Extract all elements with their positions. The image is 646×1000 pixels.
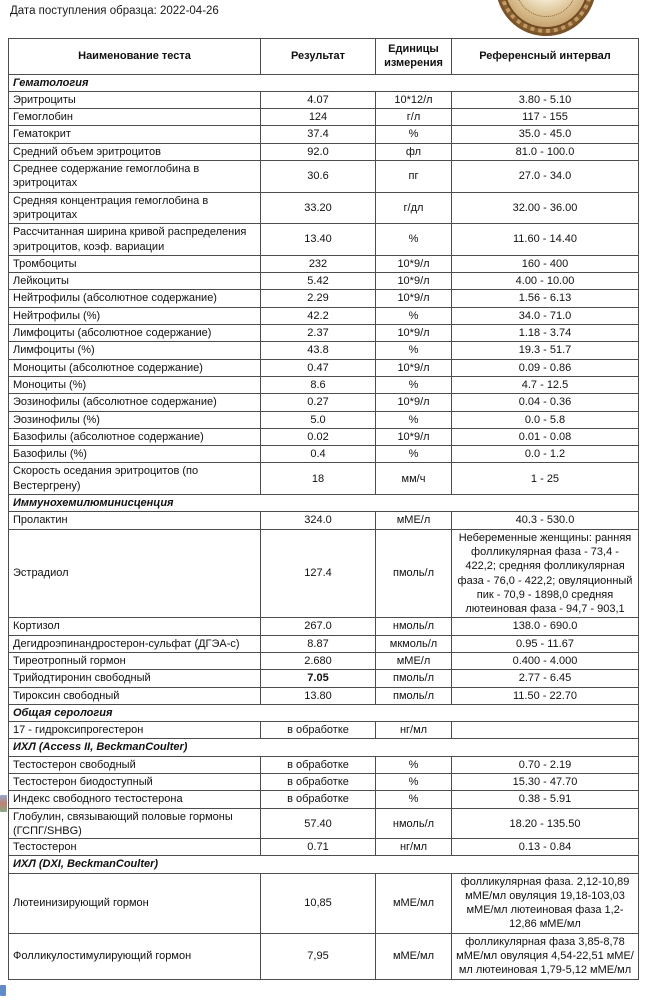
test-row bbox=[9, 635, 639, 652]
test-row bbox=[9, 307, 639, 324]
cell-result: 7,95 bbox=[261, 933, 376, 979]
cell-units: % bbox=[376, 224, 452, 256]
test-row bbox=[9, 808, 639, 840]
cell-result: 13.80 bbox=[261, 687, 376, 704]
cell-test-name: Нейтрофилы (абсолютное содержание) bbox=[9, 290, 261, 307]
cell-test-name: Тироксин свободный bbox=[9, 687, 261, 704]
test-row bbox=[9, 839, 639, 856]
cell-units: г/дл bbox=[376, 192, 452, 224]
section-label: ИХЛ (DXI, BeckmanCoulter) bbox=[9, 856, 639, 873]
cell-units: % bbox=[376, 376, 452, 393]
cell-units: % bbox=[376, 342, 452, 359]
cell-units: пмоль/л bbox=[376, 670, 452, 687]
test-row bbox=[9, 91, 639, 108]
cell-test-name: Моноциты (%) bbox=[9, 376, 261, 393]
cell-units: 10*12/л bbox=[376, 91, 452, 108]
cell-reference: 0.04 - 0.36 bbox=[452, 394, 639, 411]
cell-result: 124 bbox=[261, 109, 376, 126]
section-label: Гематология bbox=[9, 74, 639, 91]
cell-units: % bbox=[376, 774, 452, 791]
cell-reference: Небеременные женщины: ранняя фолликулярная фаза - 73,4 - 422,2; средняя фолликулярная фаза - 76,0 - 422,2; овуляционный пик - 70,9 - 1898,0 средняя лютеиновая фаза - 94,7 - 903,1 bbox=[452, 529, 639, 618]
cell-result: 2.29 bbox=[261, 290, 376, 307]
cell-units: % bbox=[376, 411, 452, 428]
cell-reference: 19.3 - 51.7 bbox=[452, 342, 639, 359]
cell-result: 2.680 bbox=[261, 652, 376, 669]
section-label: Иммунохемилюминисценция bbox=[9, 495, 639, 512]
cell-result: 13.40 bbox=[261, 224, 376, 256]
cell-test-name: Пролактин bbox=[9, 512, 261, 529]
cell-reference: 2.77 - 6.45 bbox=[452, 670, 639, 687]
section-row bbox=[9, 704, 639, 721]
cell-units: 10*9/л bbox=[376, 290, 452, 307]
cell-reference: 0.13 - 0.84 bbox=[452, 839, 639, 856]
cell-result: 0.27 bbox=[261, 394, 376, 411]
cell-reference: 27.0 - 34.0 bbox=[452, 161, 639, 193]
cell-result: 57.40 bbox=[261, 808, 376, 840]
cell-units: пмоль/л bbox=[376, 687, 452, 704]
cell-test-name: Базофилы (%) bbox=[9, 446, 261, 463]
cell-reference: 0.09 - 0.86 bbox=[452, 359, 639, 376]
cell-result: 7.05 bbox=[261, 670, 376, 687]
cell-test-name: Дегидроэпинандростерон-сульфат (ДГЭА-с) bbox=[9, 635, 261, 652]
cell-units: фл bbox=[376, 143, 452, 160]
test-row bbox=[9, 109, 639, 126]
cell-test-name: Гемоглобин bbox=[9, 109, 261, 126]
cell-reference: 4.7 - 12.5 bbox=[452, 376, 639, 393]
cell-reference: 0.70 - 2.19 bbox=[452, 756, 639, 773]
cell-result: в обработке bbox=[261, 774, 376, 791]
cell-test-name: Тестостерон свободный bbox=[9, 756, 261, 773]
sample-receipt-date: Дата поступления образца: 2022-04-26 bbox=[10, 5, 219, 17]
cell-result: 43.8 bbox=[261, 342, 376, 359]
cell-test-name: Нейтрофилы (%) bbox=[9, 307, 261, 324]
cell-result: 5.42 bbox=[261, 273, 376, 290]
section-label: ИХЛ (Access II, BeckmanCoulter) bbox=[9, 739, 639, 756]
test-row bbox=[9, 290, 639, 307]
test-row bbox=[9, 359, 639, 376]
cell-units: пмоль/л bbox=[376, 529, 452, 618]
section-row bbox=[9, 495, 639, 512]
cell-result: 0.02 bbox=[261, 428, 376, 445]
cell-result: 0.47 bbox=[261, 359, 376, 376]
cell-result: в обработке bbox=[261, 722, 376, 739]
test-row bbox=[9, 143, 639, 160]
cell-result: 10,85 bbox=[261, 873, 376, 933]
cell-reference: 0.38 - 5.91 bbox=[452, 791, 639, 808]
cell-reference: 11.60 - 14.40 bbox=[452, 224, 639, 256]
test-row bbox=[9, 446, 639, 463]
section-label: Общая серология bbox=[9, 704, 639, 721]
cell-test-name: Моноциты (абсолютное содержание) bbox=[9, 359, 261, 376]
cell-units: 10*9/л bbox=[376, 359, 452, 376]
test-row bbox=[9, 873, 639, 933]
cell-test-name: Скорость оседания эритроцитов (по Вестергрену) bbox=[9, 463, 261, 495]
test-row bbox=[9, 463, 639, 495]
cell-units: мМЕ/мл bbox=[376, 933, 452, 979]
cell-units: нг/мл bbox=[376, 839, 452, 856]
cell-test-name: Средняя концентрация гемоглобина в эритроцитах bbox=[9, 192, 261, 224]
cell-result: 42.2 bbox=[261, 307, 376, 324]
cell-units: мМЕ/л bbox=[376, 652, 452, 669]
test-row bbox=[9, 411, 639, 428]
cell-result: 4.07 bbox=[261, 91, 376, 108]
cell-reference: 138.0 - 690.0 bbox=[452, 618, 639, 635]
cell-units: мм/ч bbox=[376, 463, 452, 495]
cell-units: % bbox=[376, 791, 452, 808]
cell-test-name: Трийодтиронин свободный bbox=[9, 670, 261, 687]
section-row bbox=[9, 74, 639, 91]
test-row bbox=[9, 933, 639, 979]
cell-units: г/л bbox=[376, 109, 452, 126]
cell-test-name: Лимфоциты (%) bbox=[9, 342, 261, 359]
test-row bbox=[9, 342, 639, 359]
cell-reference: 18.20 - 135.50 bbox=[452, 808, 639, 840]
test-row bbox=[9, 756, 639, 773]
cell-units: пг bbox=[376, 161, 452, 193]
test-row bbox=[9, 791, 639, 808]
cell-units: % bbox=[376, 307, 452, 324]
cell-reference: 35.0 - 45.0 bbox=[452, 126, 639, 143]
lab-results-table-2 bbox=[8, 838, 639, 980]
test-row bbox=[9, 512, 639, 529]
section-row bbox=[9, 856, 639, 873]
cell-result: 37.4 bbox=[261, 126, 376, 143]
test-row bbox=[9, 722, 639, 739]
cell-test-name: Глобулин, связывающий половые гормоны (ГСПГ/SHBG) bbox=[9, 808, 261, 840]
cell-result: 8.87 bbox=[261, 635, 376, 652]
cell-reference bbox=[452, 722, 639, 739]
cell-reference: 117 - 155 bbox=[452, 109, 639, 126]
page-edge-artifact bbox=[0, 985, 6, 996]
test-row bbox=[9, 774, 639, 791]
cell-reference: 160 - 400 bbox=[452, 255, 639, 272]
test-row bbox=[9, 670, 639, 687]
lab-results-table-1 bbox=[8, 38, 639, 840]
cell-units: 10*9/л bbox=[376, 255, 452, 272]
cell-result: 2.37 bbox=[261, 325, 376, 342]
cell-result: 30.6 bbox=[261, 161, 376, 193]
cell-result: 0.4 bbox=[261, 446, 376, 463]
cell-result: 18 bbox=[261, 463, 376, 495]
cell-units: % bbox=[376, 126, 452, 143]
header-result: Результат bbox=[261, 39, 376, 75]
header-reference: Референсный интервал bbox=[452, 39, 639, 75]
cell-test-name: Эозинофилы (%) bbox=[9, 411, 261, 428]
test-row bbox=[9, 394, 639, 411]
cell-test-name: Тиреотропный гормон bbox=[9, 652, 261, 669]
cell-test-name: Лютеинизирующий гормон bbox=[9, 873, 261, 933]
cell-units: % bbox=[376, 446, 452, 463]
cell-test-name: 17 - гидроксипрогестерон bbox=[9, 722, 261, 739]
cell-test-name: Кортизол bbox=[9, 618, 261, 635]
cell-test-name: Гематокрит bbox=[9, 126, 261, 143]
cell-units: мМЕ/мл bbox=[376, 873, 452, 933]
cell-result: в обработке bbox=[261, 791, 376, 808]
cell-test-name: Эозинофилы (абсолютное содержание) bbox=[9, 394, 261, 411]
cell-test-name: Лейкоциты bbox=[9, 273, 261, 290]
cell-reference: 40.3 - 530.0 bbox=[452, 512, 639, 529]
header-units: Единицы измерения bbox=[376, 39, 452, 75]
test-row bbox=[9, 224, 639, 256]
test-row bbox=[9, 273, 639, 290]
cell-reference: 15.30 - 47.70 bbox=[452, 774, 639, 791]
test-row bbox=[9, 687, 639, 704]
cell-reference: 1.56 - 6.13 bbox=[452, 290, 639, 307]
cell-result: 267.0 bbox=[261, 618, 376, 635]
cell-units: 10*9/л bbox=[376, 273, 452, 290]
cell-result: 232 bbox=[261, 255, 376, 272]
cell-units: 10*9/л bbox=[376, 394, 452, 411]
test-row bbox=[9, 428, 639, 445]
cell-result: 8.6 bbox=[261, 376, 376, 393]
cell-reference: 0.400 - 4.000 bbox=[452, 652, 639, 669]
cell-test-name: Базофилы (абсолютное содержание) bbox=[9, 428, 261, 445]
test-row bbox=[9, 529, 639, 618]
cell-test-name: Тромбоциты bbox=[9, 255, 261, 272]
cell-reference: фолликулярная фаза 3,85-8,78 мМЕ/мл овуляция 4,54-22,51 мМЕ/мл лютеиновая 1,79-5,12 мМЕ/мл bbox=[452, 933, 639, 979]
table-header-row bbox=[9, 39, 639, 75]
cell-units: мМЕ/л bbox=[376, 512, 452, 529]
cell-reference: 11.50 - 22.70 bbox=[452, 687, 639, 704]
test-row bbox=[9, 618, 639, 635]
header-test-name: Наименование теста bbox=[9, 39, 261, 75]
cell-units: 10*9/л bbox=[376, 325, 452, 342]
cell-test-name: Рассчитанная ширина кривой распределения эритроцитов, коэф. вариации bbox=[9, 224, 261, 256]
test-row bbox=[9, 161, 639, 193]
cell-reference: 0.01 - 0.08 bbox=[452, 428, 639, 445]
cell-test-name: Фолликулостимулирующий гормон bbox=[9, 933, 261, 979]
cell-units: нг/мл bbox=[376, 722, 452, 739]
cell-result: 324.0 bbox=[261, 512, 376, 529]
cell-test-name: Индекс свободного тестостерона bbox=[9, 791, 261, 808]
cell-test-name: Тестостерон биодоступный bbox=[9, 774, 261, 791]
page-edge-artifact bbox=[0, 795, 7, 812]
cell-reference: 4.00 - 10.00 bbox=[452, 273, 639, 290]
cell-reference: 1 - 25 bbox=[452, 463, 639, 495]
test-row bbox=[9, 255, 639, 272]
cell-reference: 3.80 - 5.10 bbox=[452, 91, 639, 108]
cell-units: нмоль/л bbox=[376, 618, 452, 635]
test-row bbox=[9, 376, 639, 393]
cell-test-name: Тестостерон bbox=[9, 839, 261, 856]
cell-reference: 0.0 - 1.2 bbox=[452, 446, 639, 463]
certification-seal-icon bbox=[496, 0, 596, 36]
cell-test-name: Средний объем эритроцитов bbox=[9, 143, 261, 160]
cell-reference: фолликулярная фаза. 2,12-10,89 мМЕ/мл овуляция 19,18-103,03 мМЕ/мл лютеиновая фаза 1,2-12,86 мМЕ/мл bbox=[452, 873, 639, 933]
section-row bbox=[9, 739, 639, 756]
test-row bbox=[9, 652, 639, 669]
cell-result: 92.0 bbox=[261, 143, 376, 160]
cell-result: 0.71 bbox=[261, 839, 376, 856]
cell-units: мкмоль/л bbox=[376, 635, 452, 652]
cell-result: 5.0 bbox=[261, 411, 376, 428]
cell-result: 33.20 bbox=[261, 192, 376, 224]
cell-reference: 0.0 - 5.8 bbox=[452, 411, 639, 428]
cell-reference: 32.00 - 36.00 bbox=[452, 192, 639, 224]
test-row bbox=[9, 192, 639, 224]
test-row bbox=[9, 325, 639, 342]
cell-units: % bbox=[376, 756, 452, 773]
cell-test-name: Среднее содержание гемоглобина в эритроцитах bbox=[9, 161, 261, 193]
cell-test-name: Лимфоциты (абсолютное содержание) bbox=[9, 325, 261, 342]
cell-test-name: Эстрадиол bbox=[9, 529, 261, 618]
cell-result: в обработке bbox=[261, 756, 376, 773]
cell-result: 127.4 bbox=[261, 529, 376, 618]
cell-reference: 34.0 - 71.0 bbox=[452, 307, 639, 324]
cell-reference: 0.95 - 11.67 bbox=[452, 635, 639, 652]
cell-test-name: Эритроциты bbox=[9, 91, 261, 108]
cell-units: 10*9/л bbox=[376, 428, 452, 445]
cell-reference: 81.0 - 100.0 bbox=[452, 143, 639, 160]
test-row bbox=[9, 126, 639, 143]
cell-reference: 1.18 - 3.74 bbox=[452, 325, 639, 342]
cell-units: нмоль/л bbox=[376, 808, 452, 840]
